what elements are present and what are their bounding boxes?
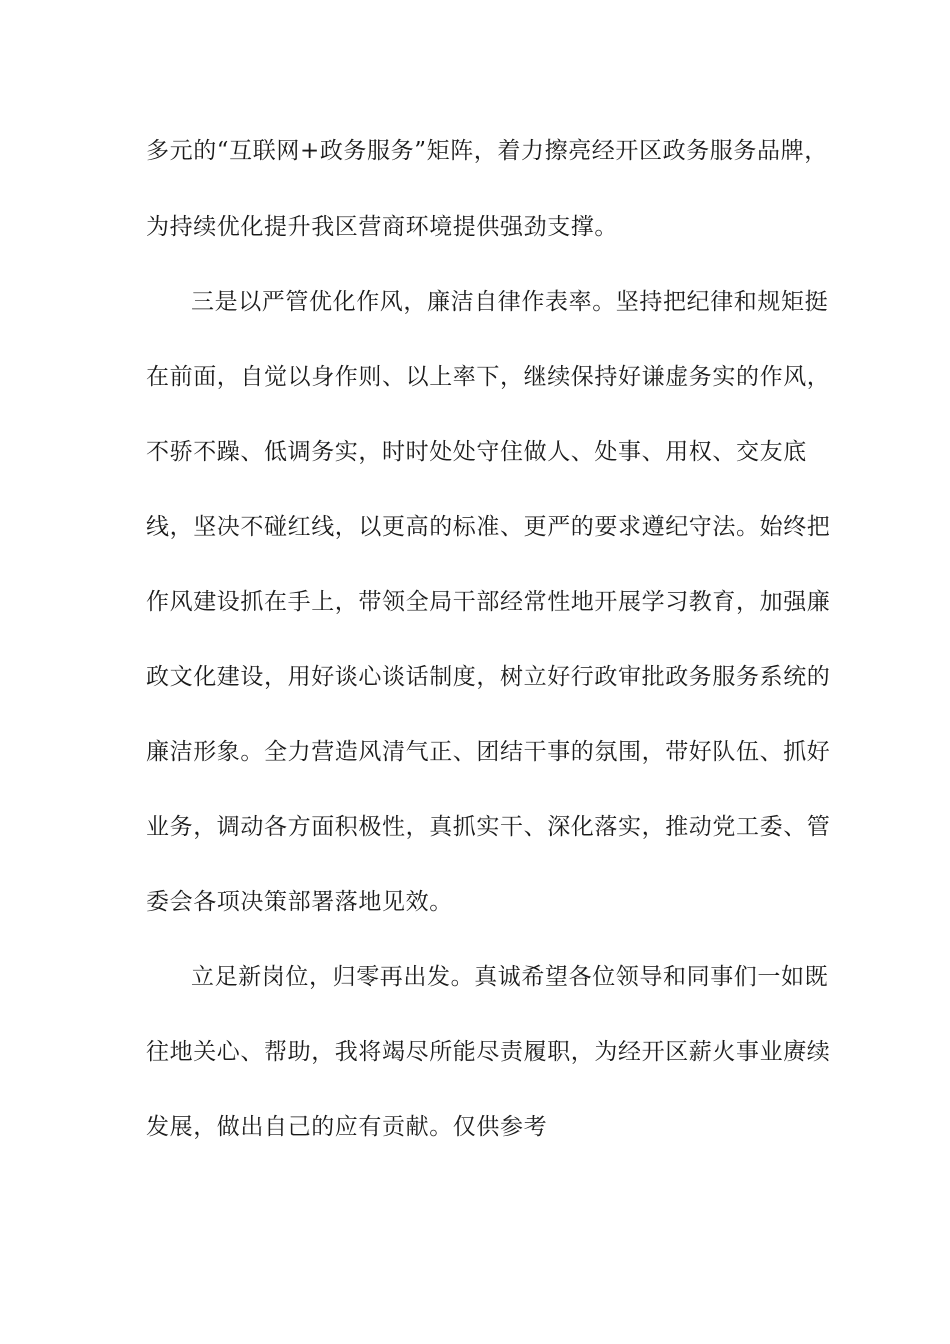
paragraph-line: 为持续优化提升我区营商环境提供强劲支撑。 <box>146 214 618 240</box>
paragraph-line: 廉洁形象。全力营造风清气正、团结干事的氛围，带好队伍、抓好 <box>146 739 831 765</box>
paragraph-line: 三是以严管优化作风，廉洁自律作表率。坚持把纪律和规矩挺 <box>191 289 829 315</box>
paragraph-line: 多元的“互联网+政务服务”矩阵，着力擦亮经开区政务服务品牌， <box>146 138 828 164</box>
paragraph-line: 业务，调动各方面积极性，真抓实干、深化落实，推动党工委、管 <box>146 814 831 840</box>
paragraph-line: 在前面，自觉以身作则、以上率下，继续保持好谦虚务实的作风， <box>146 364 831 390</box>
paragraph-line: 发展，做出自己的应有贡献。仅供参考 <box>146 1114 548 1140</box>
paragraph-line: 往地关心、帮助，我将竭尽所能尽责履职，为经开区薪火事业赓续 <box>146 1039 831 1065</box>
paragraph-line: 作风建设抓在手上，带领全局干部经常性地开展学习教育，加强廉 <box>146 589 831 615</box>
paragraph-line: 政文化建设，用好谈心谈话制度，树立好行政审批政务服务系统的 <box>146 664 831 690</box>
paragraph-line: 委会各项决策部署落地见效。 <box>146 889 453 915</box>
paragraph-line: 线，坚决不碰红线，以更高的标准、更严的要求遵纪守法。始终把 <box>146 514 831 540</box>
paragraph-line: 不骄不躁、低调务实，时时处处守住做人、处事、用权、交友底 <box>146 439 807 465</box>
paragraph-line: 立足新岗位，归零再出发。真诚希望各位领导和同事们一如既 <box>191 964 829 990</box>
